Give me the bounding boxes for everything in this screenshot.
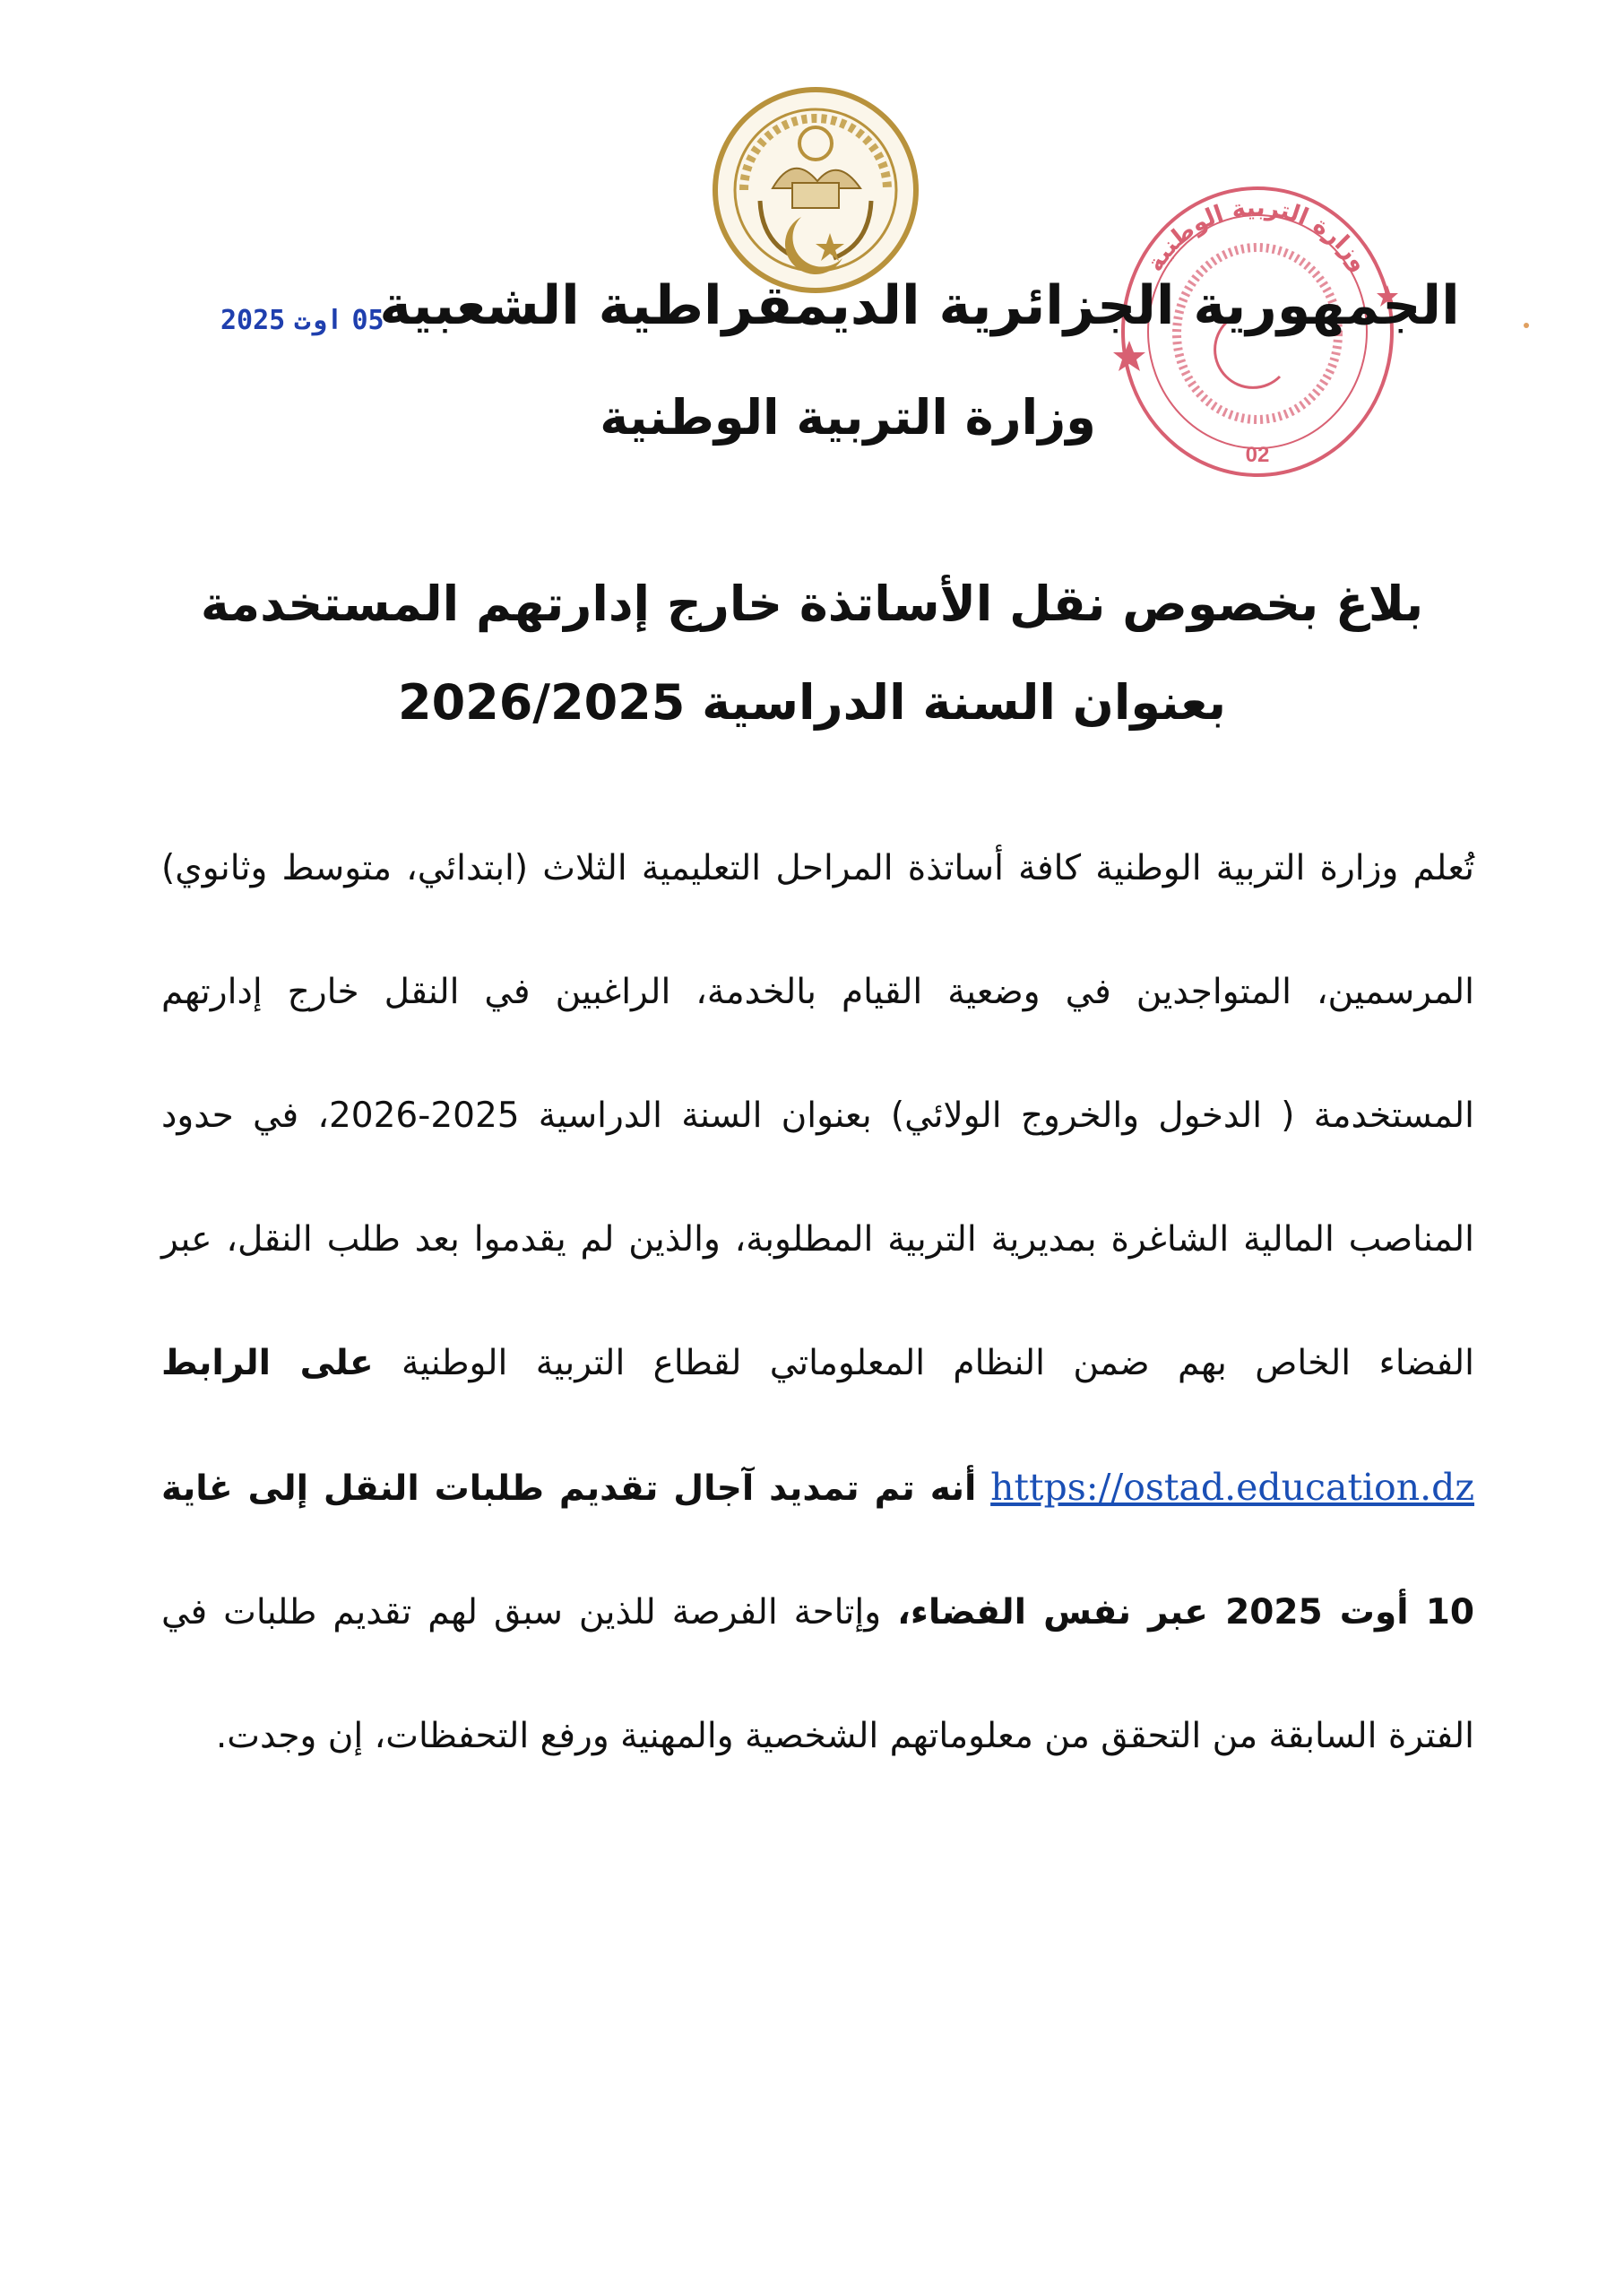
- date-year: 2025: [220, 305, 286, 336]
- body-part-2: وإتاحة الفرصة للذين سبق لهم تقديم طلبات في الفترة السابقة من التحقق من معلوماتهم الشخصية والمهنية ورفع التحفظات، إن وجدت.: [161, 1592, 1474, 1756]
- stamp-number: 02: [1245, 443, 1270, 467]
- body-bold-link-label: على الرابط: [161, 1343, 374, 1383]
- announcement-title-line-2: بعنوان السنة الدراسية 2026/2025: [398, 674, 1226, 731]
- svg-text:وزارة التربية الوطنية: [1142, 195, 1373, 276]
- stamp-ring-text: وزارة التربية الوطنية: [1141, 194, 1374, 277]
- republic-heading: الجمهورية الجزائرية الديمقراطية الشعبية: [379, 274, 1460, 337]
- body-bold-extension: أنه تم تمديد آجال تقديم طلبات النقل إلى غاية 10 أوت 2025 عبر نفس الفضاء،: [161, 1468, 1474, 1632]
- national-emblem-seal: [708, 82, 923, 298]
- body-part-1: تُعلم وزارة التربية الوطنية كافة أساتذة المراحل التعليمية الثلاث (ابتدائي، متوسط وثانوي) المرسمين، المتواجدين في وضعية القيام بالخدمة، الراغبين في النقل خارج إدارتهم المستخدمة ( الدخول والخروج الولائي) بعنوان السنة الدراسية 2025-2026، في حدود المناصب المالية الشاغرة بمديرية التربية المطلوبة، والذين لم يقدموا بعد طلب النقل، عبر الفضاء الخاص بهم ضمن النظام المعلوماتي لقطاع التربية الوطنية: [161, 848, 1475, 1383]
- announcement-title-line-1: بلاغ بخصوص نقل الأساتذة خارج إدارتهم المستخدمة: [200, 576, 1424, 632]
- announcement-body: [161, 807, 1474, 1798]
- date-month: اوت: [294, 305, 343, 336]
- ministry-heading: وزارة التربية الوطنية: [600, 389, 1096, 446]
- scan-speck: [1524, 323, 1529, 328]
- platform-link[interactable]: https://ostad.education.dz: [990, 1466, 1474, 1509]
- date-day: 05: [351, 305, 384, 336]
